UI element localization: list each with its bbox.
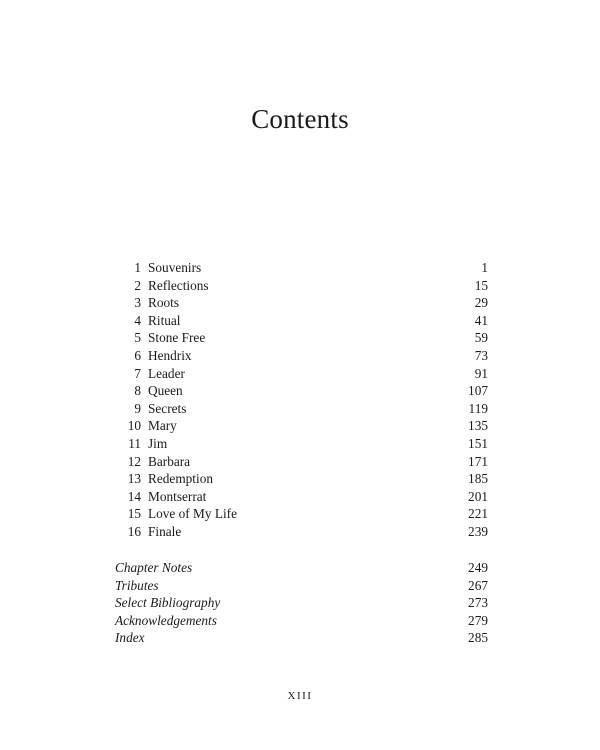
back-matter-row xyxy=(113,577,488,595)
toc-row xyxy=(113,277,488,295)
chapter-title: Mary xyxy=(148,418,177,434)
chapter-number: 12 xyxy=(127,453,141,469)
chapter-title: Leader xyxy=(148,365,185,381)
chapter-title: Souvenirs xyxy=(148,260,202,275)
chapter-title: Queen xyxy=(148,383,183,399)
page-number: 285 xyxy=(468,630,488,646)
chapter-number: 10 xyxy=(127,418,141,434)
page-number: 279 xyxy=(468,612,488,628)
toc-row xyxy=(113,347,488,365)
page-number: 41 xyxy=(474,312,488,328)
page-number: 107 xyxy=(468,383,488,399)
chapter-title: Secrets xyxy=(148,400,187,416)
back-matter-row xyxy=(113,629,488,647)
page-number: 15 xyxy=(474,277,488,293)
chapter-number: 4 xyxy=(134,312,141,328)
page-number: 171 xyxy=(468,453,488,469)
page-number: 1 xyxy=(481,260,488,275)
chapter-number: 6 xyxy=(134,347,141,363)
chapter-title: Love of My Life xyxy=(148,506,237,522)
page-number: 249 xyxy=(468,560,488,575)
page-number: 185 xyxy=(468,471,488,487)
page-number: 239 xyxy=(468,523,488,539)
chapter-title: Redemption xyxy=(148,471,213,487)
chapter-title: Finale xyxy=(148,523,182,539)
back-matter-title: Chapter Notes xyxy=(115,560,193,575)
chapter-number: 15 xyxy=(127,506,141,522)
page-title: Contents xyxy=(251,104,349,134)
chapter-list xyxy=(113,259,488,541)
back-matter-title: Acknowledgements xyxy=(115,612,217,628)
chapter-number: 8 xyxy=(134,383,141,399)
chapter-number: 2 xyxy=(134,277,141,293)
page-number: 29 xyxy=(474,295,488,311)
back-matter-row xyxy=(113,594,488,612)
page-number: 151 xyxy=(468,435,488,451)
toc-row xyxy=(113,453,488,471)
chapter-number: 14 xyxy=(127,488,141,504)
toc-row xyxy=(113,382,488,400)
chapter-number: 3 xyxy=(134,295,141,311)
toc-row xyxy=(113,312,488,330)
page-number: 59 xyxy=(474,330,488,346)
toc-row xyxy=(113,365,488,383)
back-matter-row xyxy=(113,559,488,577)
toc-row xyxy=(113,400,488,418)
page-number: 73 xyxy=(474,347,488,363)
toc-row xyxy=(113,294,488,312)
toc-row xyxy=(113,488,488,506)
page-number: 221 xyxy=(468,506,488,522)
back-matter-title: Select Bibliography xyxy=(115,595,221,611)
page-folio: XIII xyxy=(287,690,313,702)
chapter-number: 9 xyxy=(134,400,141,416)
page-number: 267 xyxy=(468,577,488,593)
chapter-title: Stone Free xyxy=(148,330,206,346)
chapter-title: Barbara xyxy=(148,453,191,469)
page-number: 135 xyxy=(468,418,488,434)
toc-row xyxy=(113,435,488,453)
chapter-number: 1 xyxy=(134,260,141,275)
back-matter-title: Tributes xyxy=(115,577,159,593)
back-matter-row xyxy=(113,612,488,630)
chapter-title: Roots xyxy=(148,295,180,311)
page-number: 201 xyxy=(468,488,488,504)
chapter-number: 11 xyxy=(128,435,141,451)
toc-row xyxy=(113,470,488,488)
chapter-number: 13 xyxy=(127,471,141,487)
chapter-number: 5 xyxy=(134,330,141,346)
chapter-title: Montserrat xyxy=(148,488,207,504)
page-number: 273 xyxy=(468,595,488,611)
chapter-title: Ritual xyxy=(148,312,181,328)
back-matter-list xyxy=(113,559,488,647)
chapter-title: Jim xyxy=(148,435,168,451)
toc-row xyxy=(113,505,488,523)
chapter-title: Reflections xyxy=(148,277,209,293)
toc-row xyxy=(113,329,488,347)
toc-row xyxy=(113,523,488,541)
toc-row xyxy=(113,259,488,277)
chapter-title: Hendrix xyxy=(148,347,192,363)
toc-row xyxy=(113,417,488,435)
page-number: 91 xyxy=(474,365,488,381)
back-matter-title: Index xyxy=(115,630,145,646)
page-number: 119 xyxy=(468,400,488,416)
chapter-number: 16 xyxy=(127,523,141,539)
chapter-number: 7 xyxy=(134,365,141,381)
